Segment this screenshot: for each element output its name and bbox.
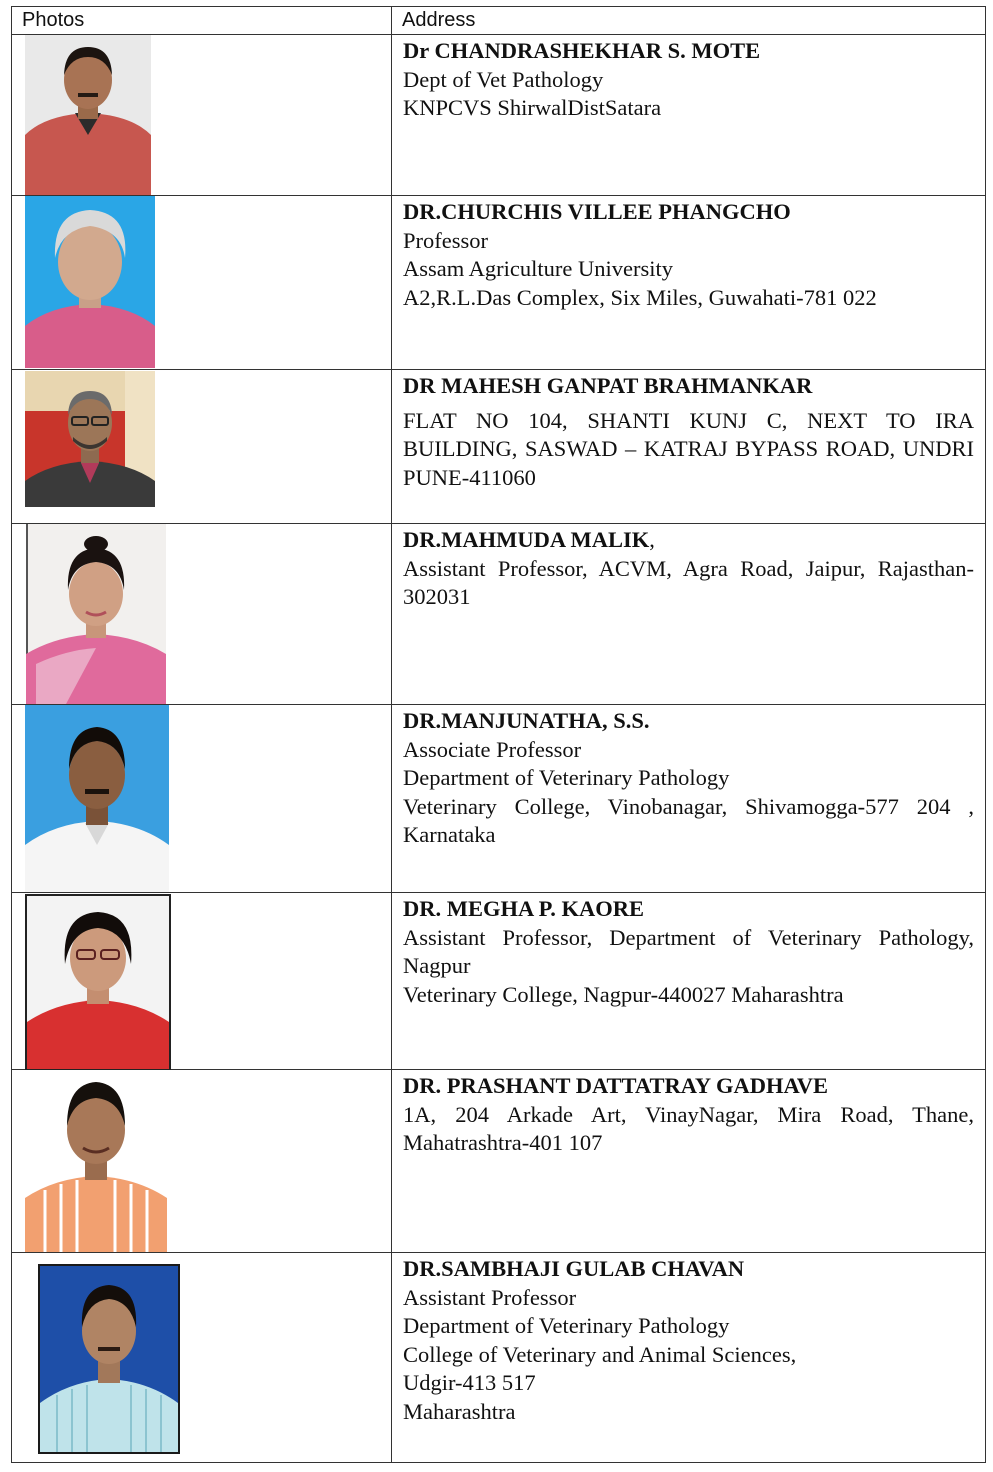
photo-cell bbox=[12, 35, 392, 196]
address-line: Associate Professor bbox=[403, 736, 582, 762]
table-row bbox=[12, 524, 986, 705]
portrait-photo bbox=[25, 894, 171, 1070]
person-name: DR. MEGHA P. KAORE bbox=[403, 896, 645, 921]
table-row bbox=[12, 196, 986, 370]
address-cell bbox=[392, 196, 986, 370]
address-cell bbox=[392, 35, 986, 196]
address-line: Department of Veterinary Pathology bbox=[403, 1313, 730, 1339]
table-row bbox=[12, 1253, 986, 1463]
photo-cell bbox=[12, 196, 392, 370]
address-line: A2,R.L.Das Complex, Six Miles, Guwahati-781 022 bbox=[403, 284, 877, 310]
photo-cell bbox=[12, 1253, 392, 1463]
address-line: Assam Agriculture University bbox=[403, 256, 673, 282]
photo-cell bbox=[12, 370, 392, 524]
photo-cell bbox=[12, 705, 392, 893]
portrait-photo bbox=[25, 1070, 167, 1252]
portrait-photo bbox=[25, 35, 151, 195]
person-name: DR.MANJUNATHA, S.S. bbox=[403, 708, 650, 733]
address-cell bbox=[392, 524, 986, 705]
person-name: DR.SAMBHAJI GULAB CHAVAN bbox=[403, 1256, 745, 1281]
portrait-photo bbox=[25, 371, 155, 507]
address-cell bbox=[392, 705, 986, 893]
address-line: FLAT NO 104, SHANTI KUNJ C, NEXT TO IRA BUILDING, SASWAD – KATRAJ BYPASS ROAD, UNDRI PUNE-411060 bbox=[403, 407, 974, 490]
portrait-photo bbox=[25, 705, 169, 892]
address-line: Dept of Vet Pathology bbox=[403, 66, 604, 92]
photo-cell bbox=[12, 1070, 392, 1253]
header-row bbox=[12, 7, 986, 35]
table-row bbox=[12, 705, 986, 893]
portrait-photo bbox=[12, 1253, 188, 1462]
address-line: Assistant Professor bbox=[403, 1284, 577, 1310]
person-name: DR MAHESH GANPAT BRAHMANKAR bbox=[403, 373, 813, 398]
address-cell bbox=[392, 1253, 986, 1463]
address-line: Veterinary College, Vinobanagar, Shivamogga-577 204 , Karnataka bbox=[403, 793, 974, 848]
portrait-photo bbox=[25, 196, 155, 368]
table-row bbox=[12, 1070, 986, 1253]
portrait-photo bbox=[26, 524, 166, 704]
directory-table bbox=[11, 6, 986, 1463]
name-suffix: , bbox=[649, 527, 655, 552]
table-row bbox=[12, 35, 986, 196]
address-line: Maharashtra bbox=[403, 1398, 516, 1424]
address-cell bbox=[392, 1070, 986, 1253]
address-line: Professor bbox=[403, 227, 488, 253]
address-line: Assistant Professor, Department of Veterinary Pathology, Nagpur bbox=[403, 924, 974, 979]
address-line: College of Veterinary and Animal Sciences, bbox=[403, 1341, 797, 1367]
photos-header: Photos bbox=[12, 7, 392, 35]
person-name: DR.MAHMUDA MALIK bbox=[403, 527, 650, 552]
address-line: Udgir-413 517 bbox=[403, 1370, 536, 1396]
address-line: Department of Veterinary Pathology bbox=[403, 765, 730, 791]
photo-cell bbox=[12, 893, 392, 1070]
photo-cell bbox=[12, 524, 392, 705]
address-line: Veterinary College, Nagpur-440027 Maharashtra bbox=[403, 981, 844, 1007]
person-name: Dr CHANDRASHEKHAR S. MOTE bbox=[403, 38, 761, 63]
table-row bbox=[12, 370, 986, 524]
address-cell bbox=[392, 370, 986, 524]
address-cell bbox=[392, 893, 986, 1070]
address-line: KNPCVS ShirwalDistSatara bbox=[403, 95, 662, 121]
address-line: Assistant Professor, ACVM, Agra Road, Jaipur, Rajasthan- 302031 bbox=[403, 555, 974, 610]
person-name: DR.CHURCHIS VILLEE PHANGCHO bbox=[403, 199, 791, 224]
address-header: Address bbox=[392, 7, 986, 35]
table-row bbox=[12, 893, 986, 1070]
person-name: DR. PRASHANT DATTATRAY GADHAVE bbox=[403, 1073, 829, 1098]
address-line: 1A, 204 Arkade Art, VinayNagar, Mira Road, Thane, Mahatrashtra-401 107 bbox=[403, 1101, 974, 1156]
